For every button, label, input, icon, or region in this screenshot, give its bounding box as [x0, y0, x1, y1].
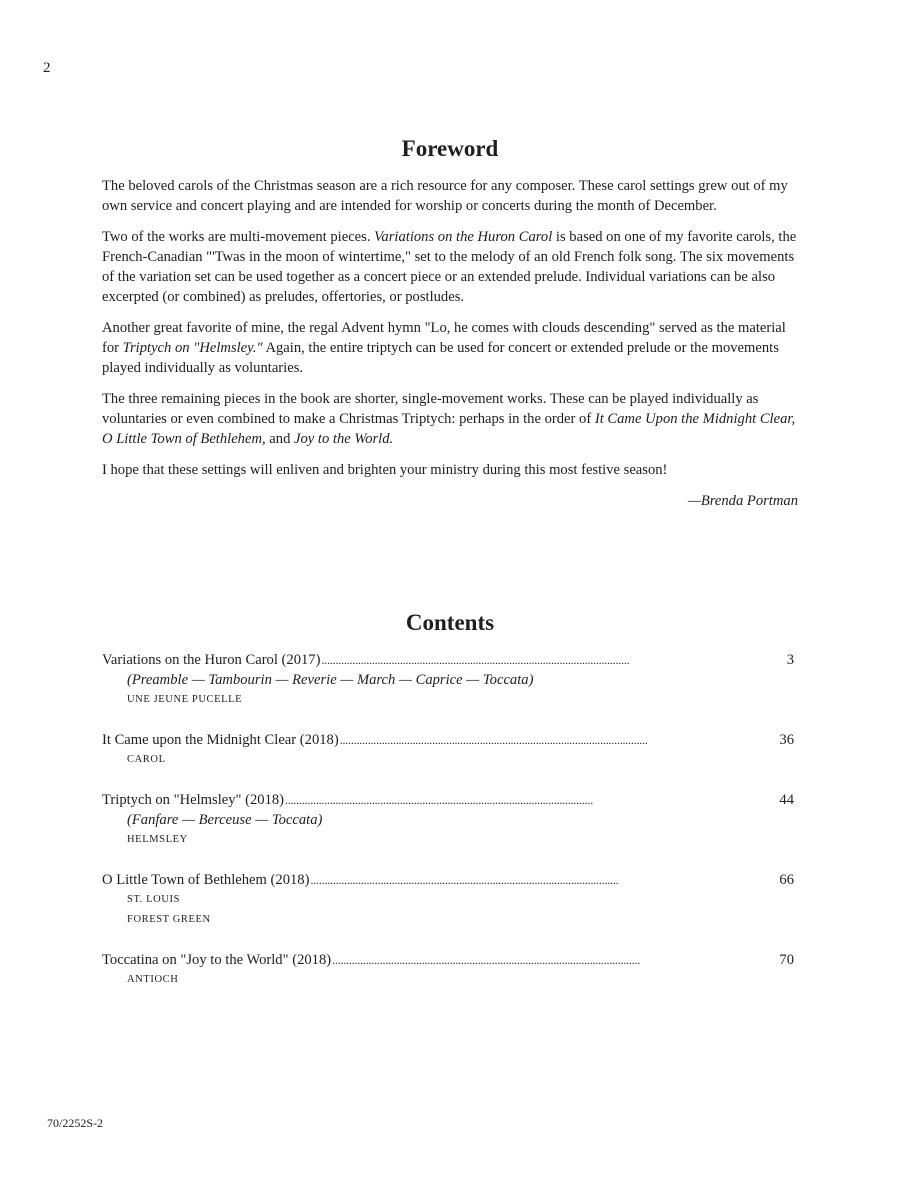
- foreword-paragraph-3: [102, 318, 798, 378]
- toc-entry-title: Triptych on "Helmsley" (2018): [102, 792, 285, 808]
- toc-entry-title: Variations on the Huron Carol (2017): [102, 652, 321, 668]
- toc-line: [102, 950, 794, 970]
- toc-page-number: 44: [779, 792, 794, 808]
- text-run: Another great favorite of mine, the regal Advent hymn "Lo, he comes with clouds descending" served as the material for: [102, 320, 786, 356]
- toc-hymn-tune: ANTIOCH: [127, 974, 179, 985]
- toc-line: [102, 870, 794, 890]
- foreword-paragraph-2: [102, 227, 798, 307]
- contents-title: Contents: [405, 610, 495, 635]
- text-run: is based on one of my favorite carols, the French-Canadian "'Twas in the moon of wintertime," set to the melody of an old French folk song. The six movements of the variation set can be used together as a concert piece or an extended prelude. Individual variations can be also excerpted (or combined) as preludes, offertories, or postludes.: [102, 229, 797, 305]
- toc-entry: [102, 870, 794, 930]
- toc-entry: [102, 730, 794, 770]
- table-of-contents: [102, 650, 794, 1010]
- toc-entry: [102, 650, 794, 710]
- toc-entry-title: Toccatina on "Joy to the World" (2018): [102, 952, 332, 968]
- toc-entry-title: It Came upon the Midnight Clear (2018): [102, 732, 339, 748]
- dot-leader: [340, 730, 779, 750]
- dot-leader: [321, 650, 785, 670]
- foreword-signature: —Brenda Portman: [687, 493, 798, 509]
- footer-catalog-code: 70/2252S-2: [47, 1116, 104, 1130]
- work-title-italic: Joy to the World.: [294, 431, 394, 447]
- page-number: 2: [43, 60, 51, 76]
- text-run: The three remaining pieces in the book are shorter, single-movement works. These can be played individually as voluntaries or even combined to make a Christmas Triptych: perhaps in the order of: [102, 391, 759, 427]
- toc-hymn-tune: UNE JEUNE PUCELLE: [127, 694, 243, 705]
- toc-hymn-tune: FOREST GREEN: [127, 914, 211, 925]
- toc-hymn-tune: CAROL: [127, 754, 166, 765]
- toc-entry: [102, 790, 794, 850]
- dot-leader: [310, 870, 778, 890]
- text-run: Two of the works are multi-movement pieces.: [102, 229, 375, 245]
- toc-entry-title: O Little Town of Bethlehem (2018): [102, 872, 310, 888]
- foreword-body: [102, 176, 798, 522]
- toc-line: [102, 650, 794, 670]
- dot-leader: [332, 950, 778, 970]
- foreword-title: Foreword: [401, 136, 499, 161]
- work-title-italic: Triptych on "Helmsley.": [122, 340, 263, 356]
- toc-page-number: 3: [786, 652, 794, 668]
- foreword-paragraph-4: [102, 389, 798, 449]
- toc-line: [102, 790, 794, 810]
- foreword-paragraph-5: I hope that these settings will enliven and brighten your ministry during this most festive season!: [102, 462, 668, 478]
- toc-hymn-tune: ST. LOUIS: [127, 894, 181, 905]
- work-title-italic: Variations on the Huron Carol: [374, 229, 553, 245]
- dot-leader: [285, 790, 778, 810]
- toc-page-number: 70: [779, 952, 794, 968]
- text-run: and: [265, 431, 295, 447]
- toc-line: [102, 730, 794, 750]
- toc-movements: (Preamble — Tambourin — Reverie — March — Caprice — Toccata): [127, 672, 534, 688]
- toc-movements: (Fanfare — Berceuse — Toccata): [127, 812, 323, 828]
- foreword-paragraph-1: The beloved carols of the Christmas season are a rich resource for any composer. These carol settings grew out of my own service and concert playing and are intended for worship or concerts during the month of December.: [102, 178, 788, 214]
- text-run: Again, the entire triptych can be used for concert or extended prelude or the movements played individually as voluntaries.: [102, 340, 779, 376]
- work-title-italic: It Came Upon the Midnight Clear, O Little Town of Bethlehem,: [102, 411, 796, 447]
- toc-hymn-tune: HELMSLEY: [127, 834, 188, 845]
- toc-page-number: 36: [779, 732, 794, 748]
- toc-entry: [102, 950, 794, 990]
- toc-page-number: 66: [779, 872, 794, 888]
